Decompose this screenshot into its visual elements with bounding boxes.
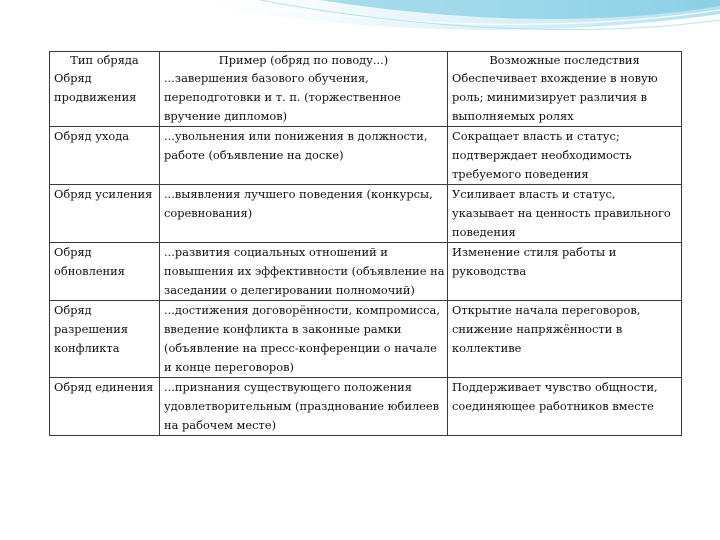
- rite-example-cell: ...завершения базового обучения, переподготовки и т. п. (торжественное вручение дипломов): [160, 69, 448, 127]
- rite-effect-cell: Сокращает власть и статус; подтверждает необходимость требуемого поведения: [448, 127, 682, 185]
- table-row: [50, 185, 682, 243]
- rite-effect-cell: Обеспечивает вхождение в новую роль; минимизирует различия в выполняемых ролях: [448, 69, 682, 127]
- table-row: [50, 127, 682, 185]
- table-body: [50, 69, 682, 436]
- rite-effect-cell: Открытие начала переговоров, снижение напряжённости в коллективе: [448, 301, 682, 378]
- header-consequences: Возможные последствия: [448, 52, 682, 70]
- rite-effect-cell: Изменение стиля работы и руководства: [448, 243, 682, 301]
- header-rite-type: Тип обряда: [50, 52, 160, 70]
- rite-type-cell: Обряд продвижения: [50, 69, 160, 127]
- table-row: [50, 243, 682, 301]
- rite-example-cell: ...признания существующего положения удовлетворительным (празднование юбилеев на рабочем месте): [160, 378, 448, 436]
- wave-line-2: [260, 0, 720, 30]
- rite-effect-cell: Усиливает власть и статус, указывает на ценность правильного поведения: [448, 185, 682, 243]
- rite-type-cell: Обряд ухода: [50, 127, 160, 185]
- wave-line-1: [220, 0, 720, 24]
- rite-type-cell: Обряд разрешения конфликта: [50, 301, 160, 378]
- header-row: [50, 52, 682, 70]
- table-row: [50, 69, 682, 127]
- wave-shape-back: [170, 0, 720, 30]
- rite-example-cell: ...достижения договорённости, компромисса, введение конфликта в законные рамки (объявление на пресс-конференции о начале и конце переговоров): [160, 301, 448, 378]
- table-header: [50, 52, 682, 70]
- table-row: [50, 378, 682, 436]
- wave-shape-front: [320, 0, 720, 19]
- rite-effect-cell: Поддерживает чувство общности, соединяющее работников вместе: [448, 378, 682, 436]
- rites-table: [49, 51, 682, 436]
- rite-example-cell: ...развития социальных отношений и повышения их эффективности (объявление на заседании о делегировании полномочий): [160, 243, 448, 301]
- rite-example-cell: ...увольнения или понижения в должности, работе (объявление на доске): [160, 127, 448, 185]
- rites-table-container: [49, 51, 681, 436]
- rite-type-cell: Обряд усиления: [50, 185, 160, 243]
- rite-example-cell: ...выявления лучшего поведения (конкурсы, соревнования): [160, 185, 448, 243]
- table-row: [50, 301, 682, 378]
- header-example: Пример (обряд по поводу...): [160, 52, 448, 70]
- rite-type-cell: Обряд обновления: [50, 243, 160, 301]
- rite-type-cell: Обряд единения: [50, 378, 160, 436]
